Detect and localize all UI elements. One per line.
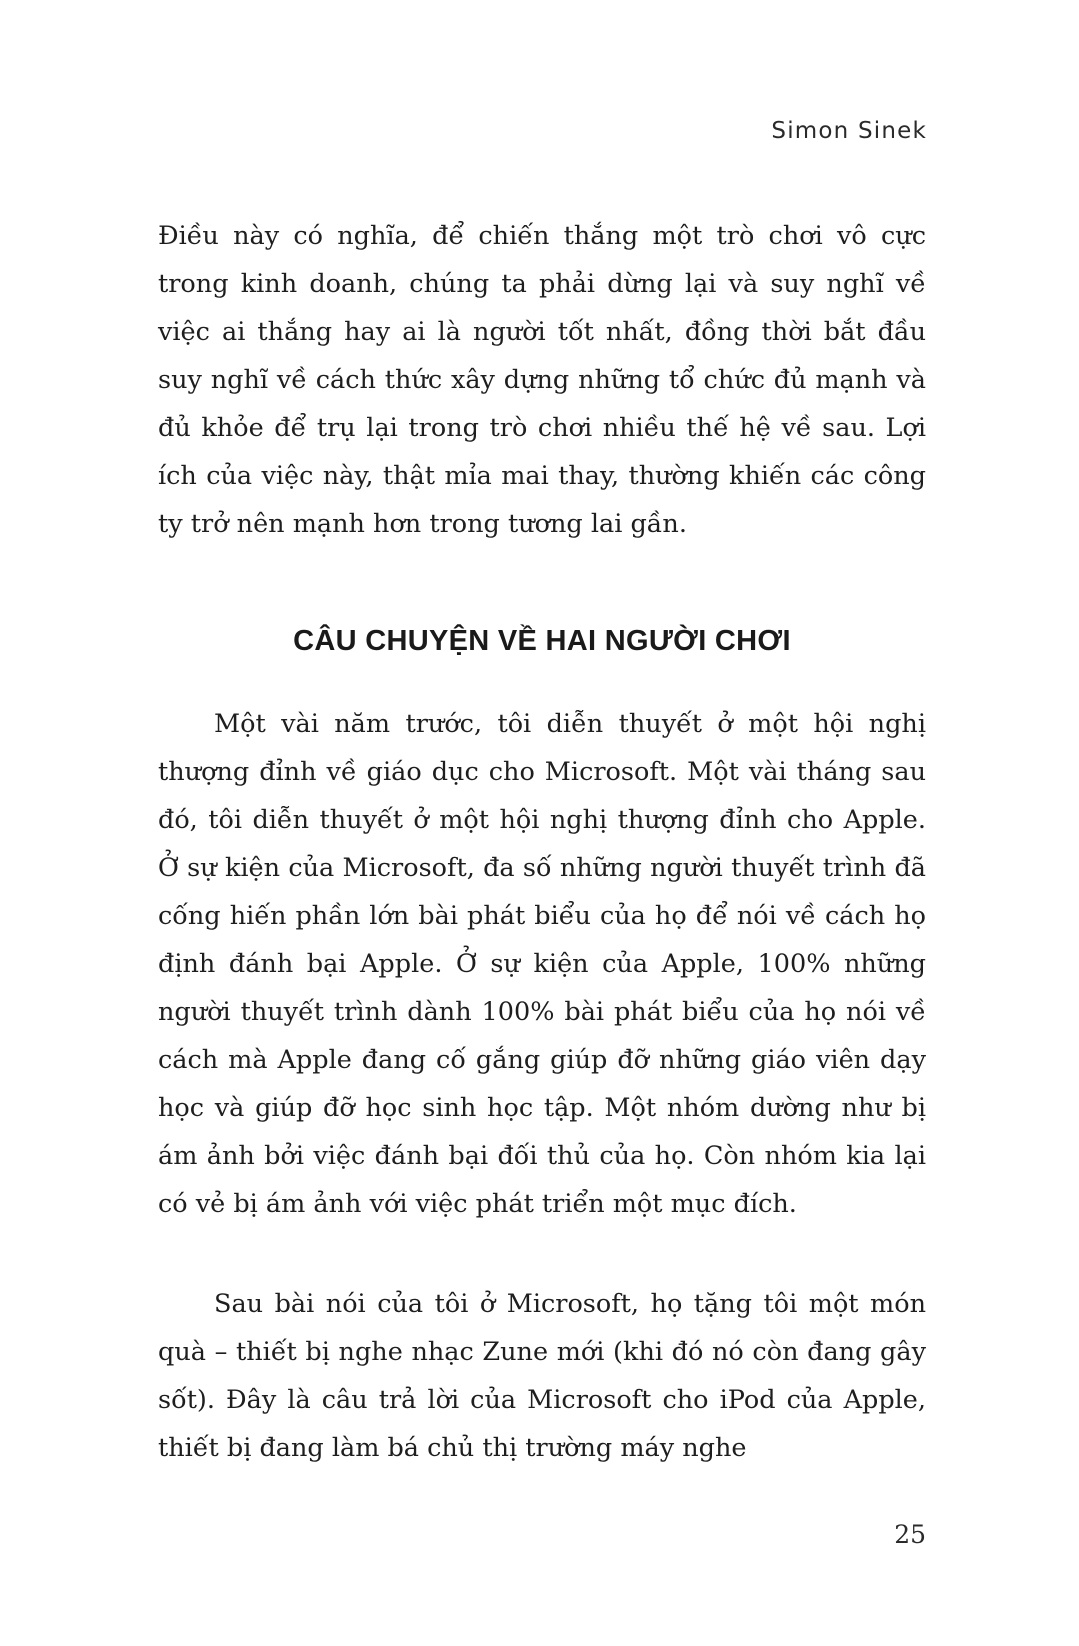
paragraph-intro: Điều này có nghĩa, để chiến thắng một trò chơi vô cực trong kinh doanh, chúng ta phải dừng lại và suy nghĩ về việc ai thắng hay ai là người tốt nhất, đồng thời bắt đầu suy nghĩ về cách thức xây dựng những tổ chức đủ mạnh và đủ khỏe để trụ lại trong trò chơi nhiều thế hệ về sau. Lợi ích của việc này, thật mỉa mai thay, thường khiến các công ty trở nên mạnh hơn trong tương lai gần. xyxy=(158,221,926,539)
page-number: 25 xyxy=(894,1520,926,1549)
paragraph-zune: Sau bài nói của tôi ở Microsoft, họ tặng tôi một món quà – thiết bị nghe nhạc Zune mới (khi đó nó còn đang gây sốt). Đây là câu trả lời của Microsoft cho iPod của Apple, thiết bị đang làm bá chủ thị trường máy nghe xyxy=(158,1289,926,1463)
paragraph-microsoft-apple: Một vài năm trước, tôi diễn thuyết ở một hội nghị thượng đỉnh về giáo dục cho Microsoft. Một vài tháng sau đó, tôi diễn thuyết ở một hội nghị thượng đỉnh cho Apple. Ở sự kiện của Microsoft, đa số những người thuyết trình đã cống hiến phần lớn bài phát biểu của họ để nói về cách họ định đánh bại Apple. Ở sự kiện của Apple, 100% những người thuyết trình dành 100% bài phát biểu của họ nói về cách mà Apple đang cố gắng giúp đỡ những giáo viên dạy học và giúp đỡ học sinh học tập. Một nhóm dường như bị ám ảnh bởi việc đánh bại đối thủ của họ. Còn nhóm kia lại có vẻ bị ám ảnh với việc phát triển một mục đích. xyxy=(158,709,926,1219)
running-header-author: Simon Sinek xyxy=(771,118,927,144)
section-heading: CÂU CHUYỆN VỀ HAI NGƯỜI CHƠI xyxy=(293,625,791,657)
